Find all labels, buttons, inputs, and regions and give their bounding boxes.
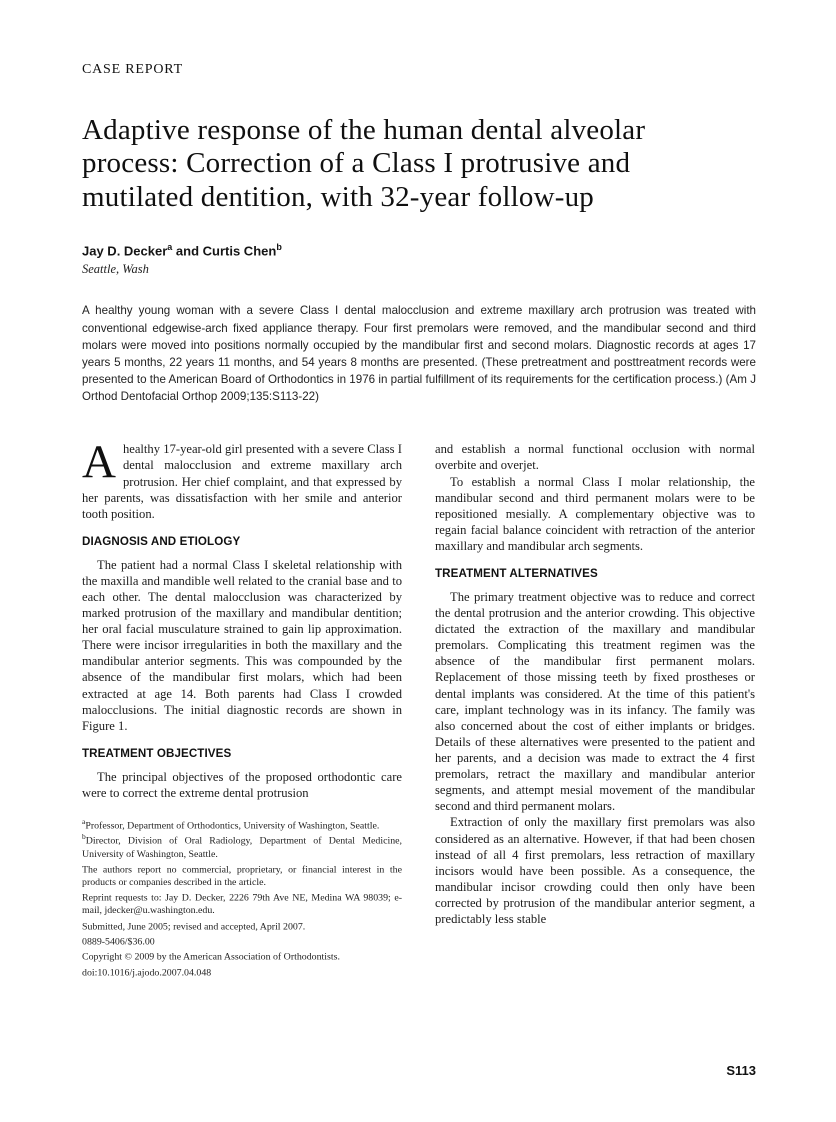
author-1: Jay D. Decker (82, 243, 168, 259)
heading-treatment-alternatives: TREATMENT ALTERNATIVES (435, 567, 598, 581)
author-1-affiliation-mark: a (167, 242, 173, 253)
alternatives-paragraph-1: The primary treatment objective was to reduce and correct the dental protrusion and the anterior crowding. This objective dictated the extraction of the maxillary and mandibular premolars. Complicating this treatment regimen was the absence of the mandibular first permanent molars. Replacement of those missing teeth by fixed prostheses or dental implants was considered. At the time of this patient's care, implant technology was in its infancy. The family was also concerned about the cost of either implants or bridges. Details of these alternatives were presented to the patient and her parents, and a decision was made to extract the 4 first premolars, retract the maxillary and mandibular anterior segments, and attempt mesial movement of the mandibular second and third permanent molars. (435, 589, 755, 814)
footnote-issn-price (82, 933, 402, 948)
footnote-text: Professor, Department of Orthodontics, University of Washington, Seattle. (85, 820, 380, 832)
page-number: S113 (726, 1063, 756, 1078)
drop-cap: A (82, 436, 116, 489)
author-2-affiliation-mark: b (276, 242, 282, 253)
article-body (82, 436, 756, 979)
authors-joiner: and (172, 243, 203, 259)
article-type-label: CASE REPORT (82, 62, 183, 77)
footnote-affiliation-a (82, 817, 402, 832)
footnote-text: doi:10.1016/j.ajodo.2007.04.048 (82, 966, 212, 978)
objectives-paragraph: The principal objectives of the proposed orthodontic care were to correct the extreme dental protrusion (82, 769, 402, 800)
diagnosis-paragraph: The patient had a normal Class I skeletal relationship with the maxilla and mandible well related to the cranial base and to each other. The dental malocclusion was characterized by marked protrusion of the maxillary and mandibular dentition; her oral facial musculature strained to gain lip approximation. There were incisor irregularities in both the maxillary and the mandibular anterior segments. This was compounded by the absence of the mandibular first molars, which had been extracted at age 14. Both parents had Class I crowded malocclusions. The initial diagnostic records are shown in Figure 1. (82, 557, 402, 733)
footnote-mark-b: b (82, 832, 86, 842)
footnote-reprint-requests (82, 889, 402, 917)
footnote-text: 0889-5406/$36.00 (82, 936, 155, 948)
left-column (82, 436, 402, 979)
footnote-affiliation-b (82, 832, 402, 860)
alternatives-paragraph-2: Extraction of only the maxillary first premolars was also considered as an alternative. However, if that had been chosen instead of all 4 first premolars, less retraction of maxillary incisors would have been possible. As a consequence, the mandibular incisor crowding could then only have been corrected by protrusion of the mandibular anterior segment, a predictably less stable (435, 815, 755, 927)
abstract-paragraph: A healthy young woman with a severe Class I dental malocclusion and extreme maxillary arch protrusion was treated with conventional edgewise-arch fixed appliance therapy. Four first premolars were removed, and the mandibular second and third molars were moved into positions normally occupied by the mandibular first and second molars. Diagnostic records at ages 17 years 5 months, 22 years 11 months, and 54 years 8 months are presented. (These pretreatment and posttreatment records were presented to the American Board of Orthodontics in 1976 in partial fulfillment of its requirements for the certification process.) (Am J Orthod Dentofacial Orthop 2009;135:S113-22) (82, 304, 756, 404)
footnote-text: Copyright © 2009 by the American Association of Orthodontists. (82, 951, 340, 963)
article-title: Adaptive response of the human dental alveolar process: Correction of a Class I protrusive and mutilated dentition, with 32-year follow-up (82, 114, 646, 213)
footnote-doi (82, 964, 402, 979)
author-location: Seattle, Wash (82, 262, 149, 277)
objectives-paragraph-2: To establish a normal Class I molar relationship, the mandibular second and third permanent molars were to be repositioned mesially. A complementary objective was to regain facial balance coincident with retraction of the anterior maxillary and mandibular arch segments. (435, 474, 755, 553)
footnote-text: Director, Division of Oral Radiology, Department of Dental Medicine, University of Washington, Seattle. (82, 835, 402, 860)
heading-diagnosis-etiology: DIAGNOSIS AND ETIOLOGY (82, 534, 241, 548)
authors-line (82, 242, 756, 258)
footnote-copyright (82, 948, 402, 963)
intro-text: healthy 17-year-old girl presented with a severe Class I dental malocclusion and extreme maxillary arch protrusion. Her chief complaint, and that expressed by her parents, was dissatisfaction with her smile and anterior tooth position. (82, 442, 402, 521)
footnote-text: Reprint requests to: Jay D. Decker, 2226 79th Ave NE, Medina WA 98039; e-mail, jdecker@u.washington.edu. (82, 892, 402, 917)
intro-paragraph (82, 436, 402, 522)
footnote-text: Submitted, June 2005; revised and accepted, April 2007. (82, 920, 306, 932)
footnote-text: The authors report no commercial, proprietary, or financial interest in the products or companies described in the article. (82, 864, 402, 889)
footnote-disclosure (82, 861, 402, 889)
footnote-submission-dates (82, 918, 402, 933)
heading-treatment-objectives: TREATMENT OBJECTIVES (82, 746, 232, 760)
page-header (82, 62, 756, 277)
footnotes-block (82, 817, 402, 979)
footnote-mark-a: a (82, 816, 86, 826)
author-2: Curtis Chen (202, 243, 277, 259)
right-column (435, 441, 755, 979)
continuation-paragraph: and establish a normal functional occlusion with normal overbite and overjet. (435, 442, 755, 473)
